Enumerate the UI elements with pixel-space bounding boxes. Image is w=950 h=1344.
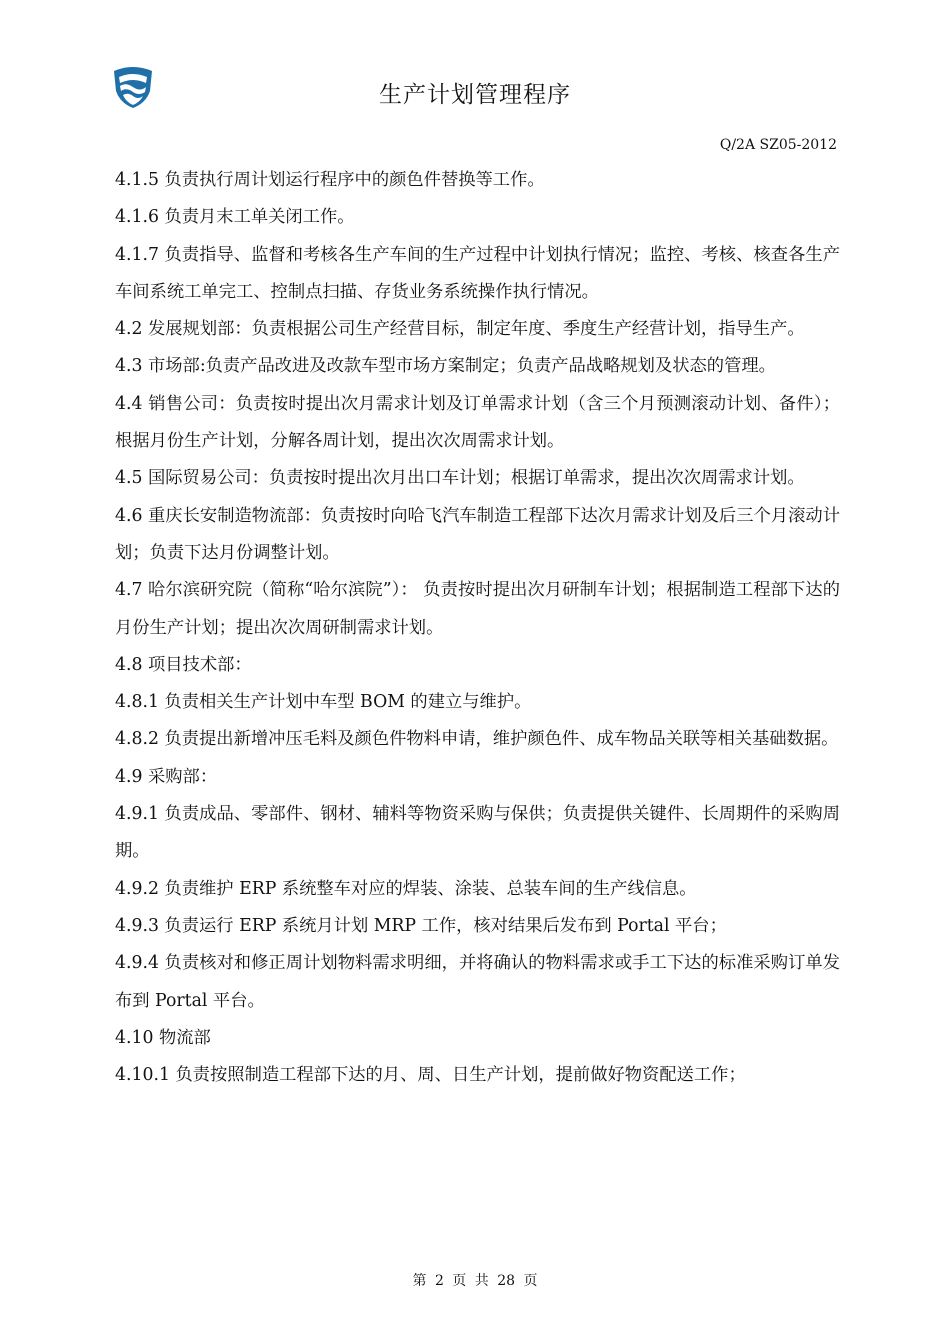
paragraph: 4.9 采购部： (115, 766, 218, 787)
paragraph: 4.9.4 负责核对和修正周计划物料需求明细，并将确认的物料需求或手工下达的标准采购订单发布到 Portal 平台。 (115, 953, 840, 1011)
paragraph: 4.8 项目技术部： (115, 654, 252, 675)
page-number: 第 2 页 共 28 页 (412, 1273, 538, 1289)
paragraph: 4.1.5 负责执行周计划运行程序中的颜色件替换等工作。 (115, 170, 545, 190)
paragraph: 4.10.1 负责按照制造工程部下达的月、周、日生产计划，提前做好物资配送工作； (115, 1065, 746, 1086)
paragraph: 4.8.1 负责相关生产计划中车型 BOM 的建立与维护。 (115, 692, 532, 713)
paragraph: 4.2 发展规划部：负责根据公司生产经营目标，制定年度、季度生产经营计划，指导生产。 (115, 319, 805, 340)
paragraph: 4.3 市场部:负责产品改进及改款车型市场方案制定；负责产品战略规划及状态的管理。 (115, 356, 776, 377)
header-divider (112, 158, 838, 159)
document-title: 生产计划管理程序 (379, 82, 571, 108)
paragraph: 4.4 销售公司：负责按时提出次月需求计划及订单需求计划（含三个月预测滚动计划、备件）；根据月份生产计划，分解各周计划，提出次次周需求计划。 (115, 393, 840, 452)
paragraph: 4.7 哈尔滨研究院（简称“哈尔滨院”）： 负责按时提出次月研制车计划；根据制造工程部下达的月份生产计划；提出次次周研制需求计划。 (115, 580, 840, 638)
paragraph: 4.9.2 负责维护 ERP 系统整车对应的焊装、涂装、总装车间的生产线信息。 (115, 878, 697, 899)
paragraph: 4.8.2 负责提出新增冲压毛料及颜色件物料申请，维护颜色件、成车物品关联等相关基础数据。 (115, 729, 839, 750)
paragraph: 4.10 物流部 (115, 1027, 211, 1048)
paragraph: 4.5 国际贸易公司：负责按时提出次月出口车计划；根据订单需求，提出次次周需求计划。 (115, 468, 805, 489)
document-body (115, 162, 840, 1094)
paragraph: 4.9.3 负责运行 ERP 系统月计划 MRP 工作，核对结果后发布到 Portal 平台； (115, 915, 727, 936)
paragraph: 4.1.6 负责月末工单关闭工作。 (115, 207, 355, 228)
paragraph: 4.6 重庆长安制造物流部：负责按时向哈飞汽车制造工程部下达次月需求计划及后三个月滚动计划；负责下达月份调整计划。 (115, 505, 840, 563)
paragraph: 4.1.7 负责指导、监督和考核各生产车间的生产过程中计划执行情况；监控、考核、核查各生产车间系统工单完工、控制点扫描、存货业务系统操作执行情况。 (115, 244, 840, 302)
document-code: Q/2A SZ05-2012 (719, 137, 837, 153)
paragraph: 4.9.1 负责成品、零部件、钢材、辅料等物资采购与保供；负责提供关键件、长周期件的采购周期。 (115, 804, 840, 862)
